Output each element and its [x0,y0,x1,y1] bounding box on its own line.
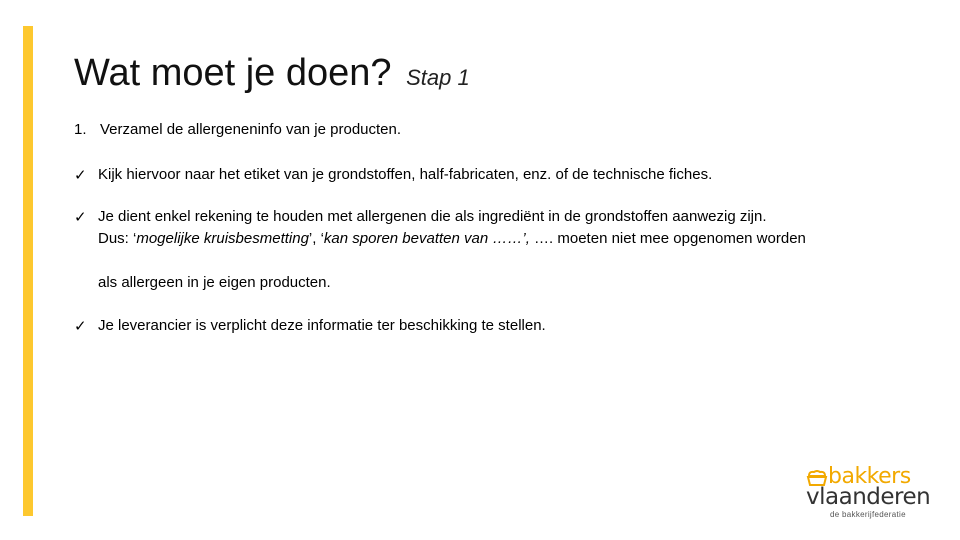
list-item-text-line2 [98,228,806,250]
bakkers-vlaanderen-logo [806,464,932,520]
list-item-text: Je dient enkel rekening te houden met allergenen die als ingrediënt in de grondstoffen aanwezig zijn. [98,208,767,225]
logo-line1: bakkers [828,464,911,489]
logo-line2: vlaanderen [806,484,931,510]
accent-bar [23,26,33,516]
list-item-text: Je leverancier is verplicht deze informatie ter beschikking te stellen. [98,317,546,334]
list-item [74,164,712,186]
title-main: Wat moet je doen? [74,52,392,94]
list-item [74,315,546,337]
list-item-text-line3: als allergeen in je eigen producten. [98,274,331,291]
title-sub: Stap 1 [406,65,470,90]
checkmark-icon: ✓ [74,166,87,184]
text-fragment: …. moeten niet mee opgenomen worden [529,230,806,247]
checkmark-icon: ✓ [74,317,87,335]
list-item [74,206,806,294]
logo-tagline: de bakkerijfederatie [830,510,906,519]
text-fragment: ’, ‘ [308,230,324,247]
list-item-text: Kijk hiervoor naar het etiket van je grondstoffen, half-fabricaten, enz. of de technische fiches. [98,166,713,183]
text-fragment: Dus: ‘ [98,230,137,247]
text-fragment-italic: mogelijke kruisbesmetting [136,230,309,247]
step-heading [74,121,401,138]
step-number: 1. [74,121,87,138]
slide-title [74,52,470,95]
step-text: Verzamel de allergeneninfo van je producten. [100,121,402,138]
checkmark-icon: ✓ [74,208,87,226]
text-fragment-italic: kan sporen bevatten van ……’, [323,230,530,247]
